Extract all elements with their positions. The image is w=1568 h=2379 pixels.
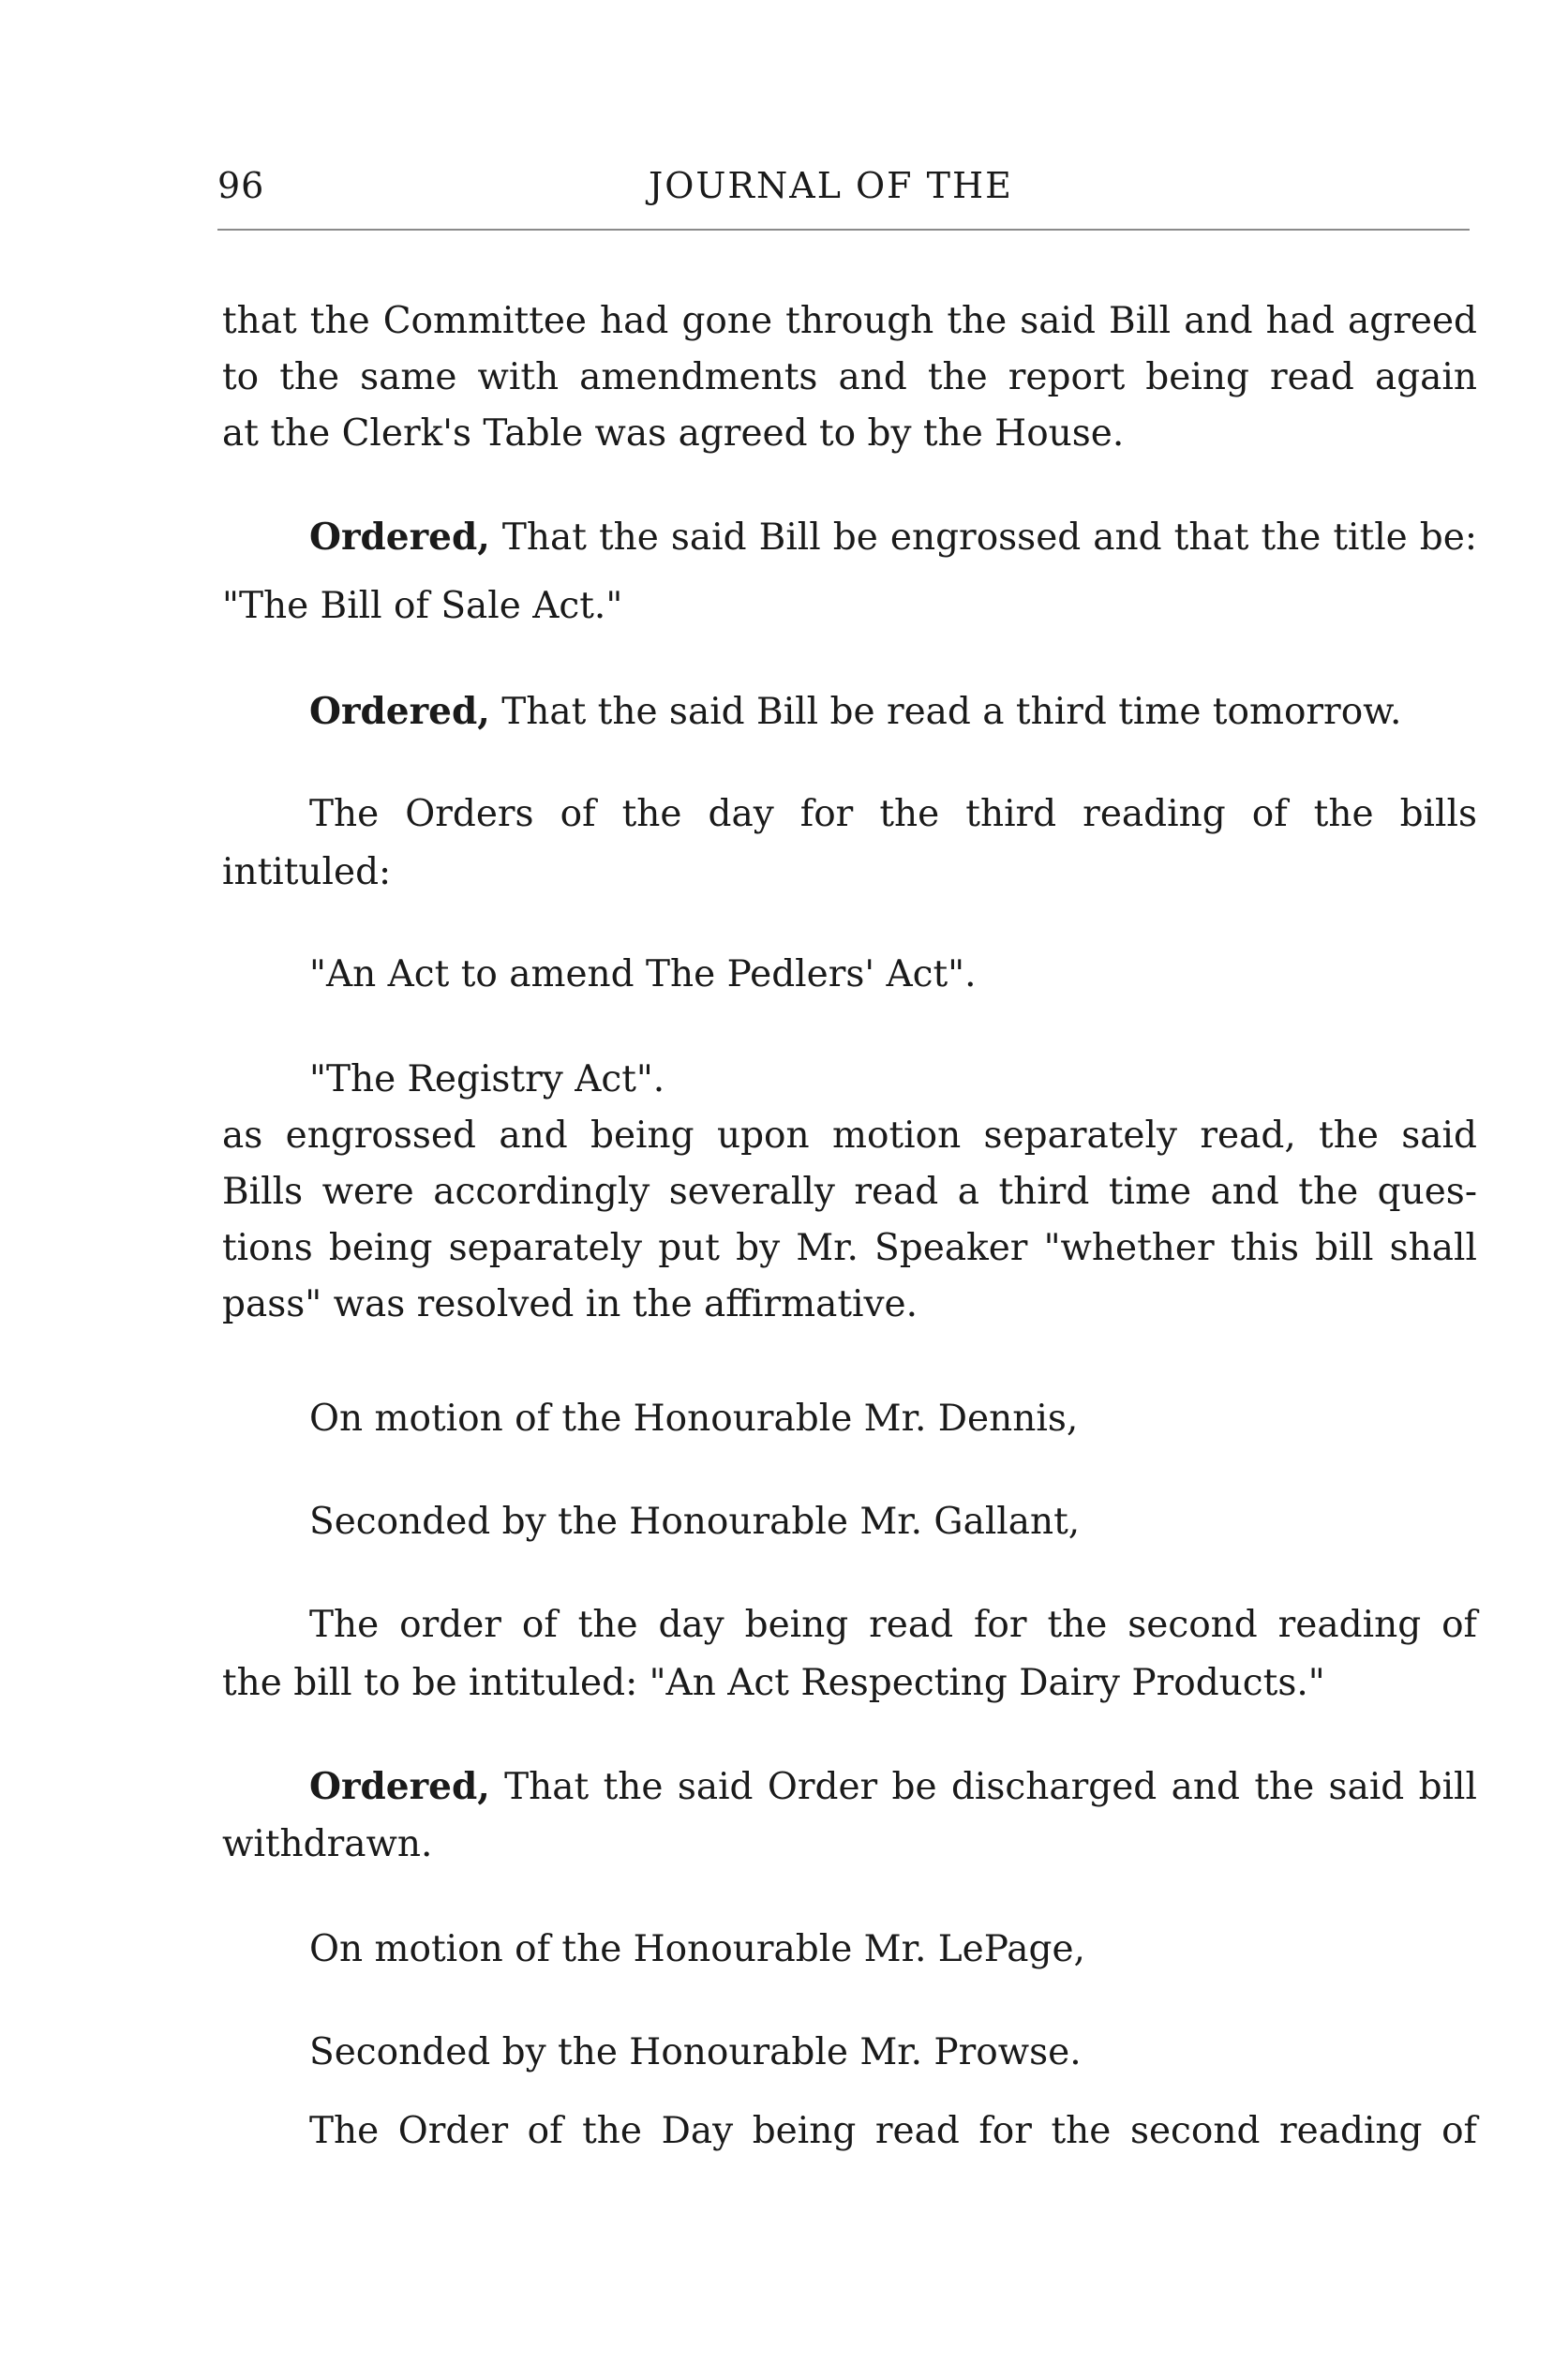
seconded-gallant: Seconded by the Honourable Mr. Gallant,: [309, 1501, 1081, 1543]
header-rule: [217, 229, 1470, 231]
bill-pedlers-act: "An Act to amend The Pedlers' Act".: [309, 953, 977, 995]
ordered-engrossed-line-1: [309, 514, 1477, 561]
ordered-label: Ordered,: [309, 690, 490, 733]
ordered-discharged-line-1: [309, 1763, 1477, 1810]
ordered-third-reading: [309, 688, 1477, 735]
running-title: JOURNAL OF THE: [649, 165, 1013, 206]
engrossed-line-4: pass" was resolved in the affirmative.: [222, 1283, 918, 1325]
order-of-day-dairy-line-2: the bill to be intituled: "An Act Respecting Dairy Products.": [222, 1662, 1325, 1704]
orders-of-day-line-2: intituled:: [222, 851, 392, 893]
motion-lepage: On motion of the Honourable Mr. LePage,: [309, 1928, 1085, 1970]
paragraph-committee-line-1: that the Committee had gone through the said Bill and had agreed: [222, 300, 1477, 342]
paragraph-committee-line-2: to the same with amendments and the report being read again: [222, 356, 1477, 398]
orders-of-day-line-1: The Orders of the day for the third reading of the bills: [309, 793, 1477, 835]
paragraph-committee-line-3: at the Clerk's Table was agreed to by the House.: [222, 412, 1125, 455]
ordered-label: Ordered,: [309, 516, 490, 559]
ordered-discharged-text: That the said Order be discharged and the said bill: [489, 1766, 1477, 1808]
order-of-day-dairy-line-1: The order of the day being read for the second reading of: [309, 1604, 1477, 1646]
seconded-prowse: Seconded by the Honourable Mr. Prowse.: [309, 2031, 1082, 2073]
ordered-engrossed-line-2: "The Bill of Sale Act.": [222, 585, 623, 627]
engrossed-line-1: as engrossed and being upon motion separately read, the said: [222, 1115, 1477, 1157]
page-header: [217, 165, 1470, 217]
ordered-label: Ordered,: [309, 1765, 490, 1808]
ordered-third-reading-text: That the said Bill be read a third time tomorrow.: [489, 691, 1402, 733]
ordered-discharged-line-2: withdrawn.: [222, 1823, 433, 1865]
motion-dennis: On motion of the Honourable Mr. Dennis,: [309, 1398, 1079, 1440]
ordered-engrossed-text: That the said Bill be engrossed and that the title be:: [489, 516, 1477, 559]
page-number: 96: [217, 165, 265, 206]
engrossed-line-2: Bills were accordingly severally read a third time and the ques-: [222, 1171, 1477, 1213]
engrossed-line-3: tions being separately put by Mr. Speaker "whether this bill shall: [222, 1227, 1477, 1269]
order-of-day-second-reading-line-1: The Order of the Day being read for the second reading of: [309, 2110, 1477, 2152]
bill-registry-act: "The Registry Act".: [309, 1058, 665, 1100]
